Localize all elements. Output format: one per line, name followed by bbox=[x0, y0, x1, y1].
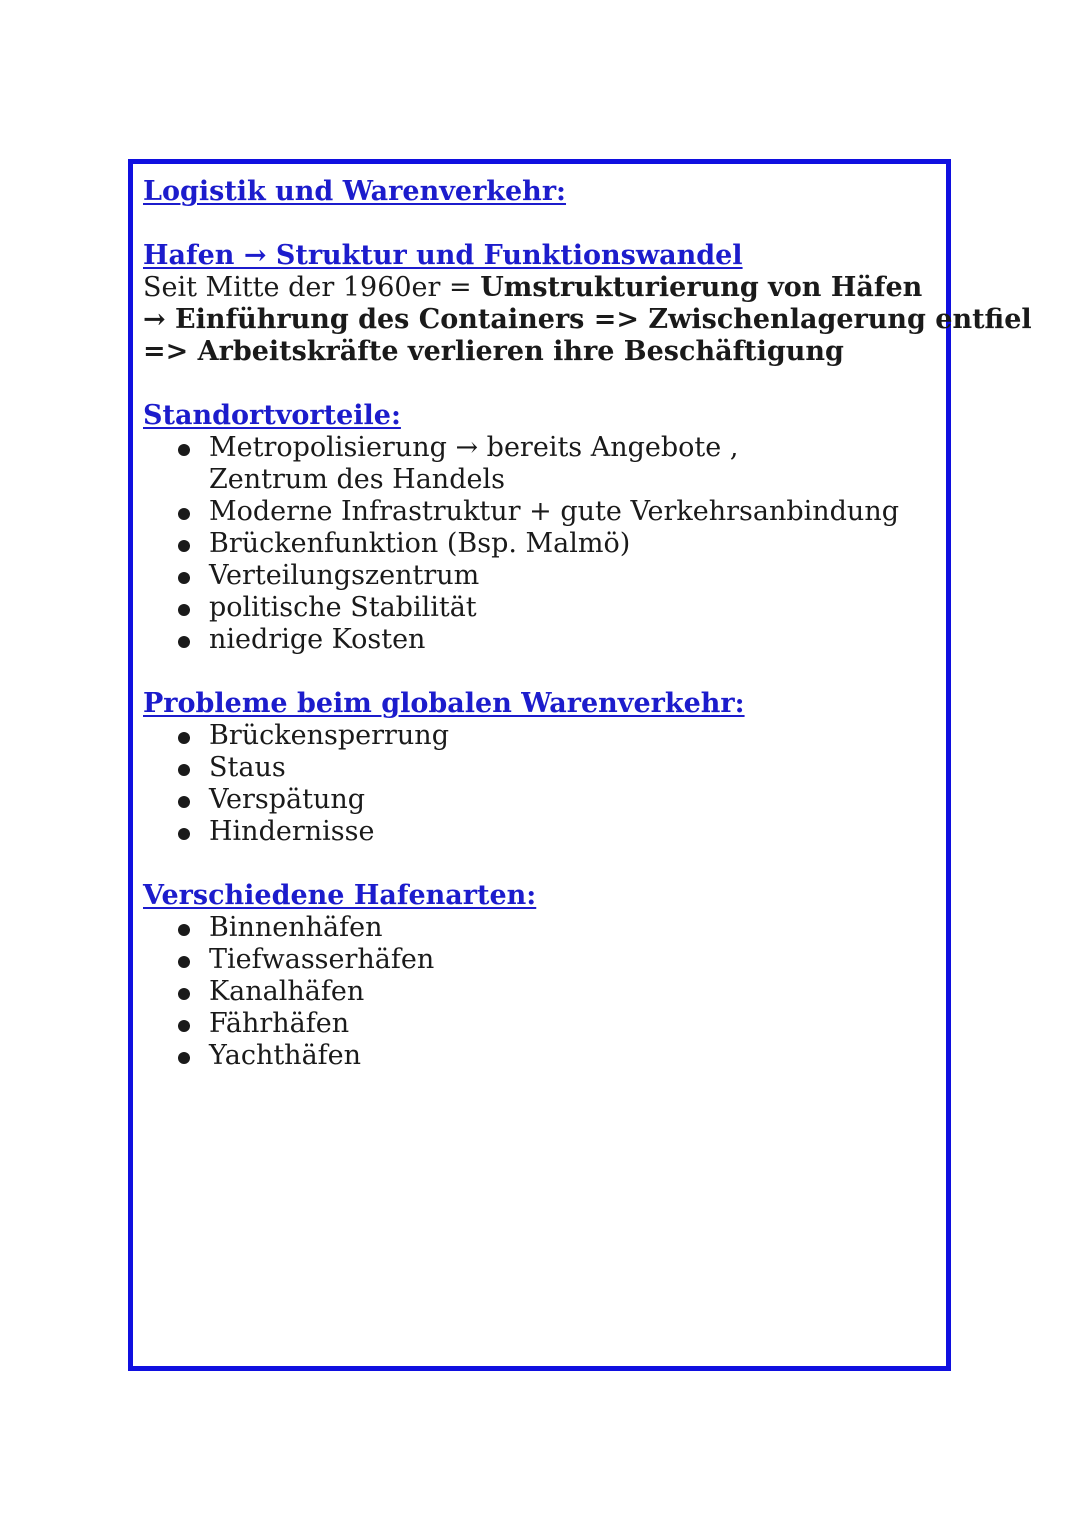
list-item: Brückenfunktion (Bsp. Malmö) bbox=[143, 528, 936, 560]
hafenarten-heading: Verschiedene Hafenarten: bbox=[143, 880, 537, 911]
list-item: Binnenhäfen bbox=[143, 912, 936, 944]
list-item: niedrige Kosten bbox=[143, 624, 936, 656]
list-item: Verteilungszentrum bbox=[143, 560, 936, 592]
list-item: Brückensperrung bbox=[143, 720, 936, 752]
hafen-line-1 bbox=[143, 272, 936, 304]
probleme-list bbox=[143, 720, 936, 848]
spacer bbox=[143, 368, 936, 400]
spacer bbox=[143, 656, 936, 688]
list-item: Kanalhäfen bbox=[143, 976, 936, 1008]
page-title: Logistik und Warenverkehr: bbox=[143, 176, 567, 207]
hafenarten-list bbox=[143, 912, 936, 1072]
content-frame bbox=[128, 159, 1032, 1371]
list-item: Hindernisse bbox=[143, 816, 936, 848]
list-item: Verspätung bbox=[143, 784, 936, 816]
list-item: Staus bbox=[143, 752, 936, 784]
spacer bbox=[143, 848, 936, 880]
spacer bbox=[143, 208, 936, 240]
hafen-heading: Hafen → Struktur und Funktionswandel bbox=[143, 240, 743, 271]
document-body bbox=[143, 176, 1032, 1072]
list-item: Metropolisierung → bereits Angebote , Zentrum des Handels bbox=[143, 432, 849, 496]
list-item: Moderne Infrastruktur + gute Verkehrsanbindung bbox=[143, 496, 936, 528]
list-item: politische Stabilität bbox=[143, 592, 936, 624]
list-item: Yachthäfen bbox=[143, 1040, 936, 1072]
standortvorteile-list bbox=[143, 432, 936, 656]
hafen-line-1-plain: Seit Mitte der 1960er = bbox=[143, 272, 481, 303]
standortvorteile-heading: Standortvorteile: bbox=[143, 400, 401, 431]
hafen-line-3: => Arbeitskräfte verlieren ihre Beschäftigung bbox=[143, 336, 844, 367]
list-item: Tiefwasserhäfen bbox=[143, 944, 936, 976]
hafen-line-2: → Einführung des Containers => Zwischenlagerung entfiel bbox=[143, 304, 1032, 335]
list-item: Fährhäfen bbox=[143, 1008, 936, 1040]
hafen-line-1-bold: Umstrukturierung von Häfen bbox=[480, 272, 923, 303]
probleme-heading: Probleme beim globalen Warenverkehr: bbox=[143, 688, 745, 719]
